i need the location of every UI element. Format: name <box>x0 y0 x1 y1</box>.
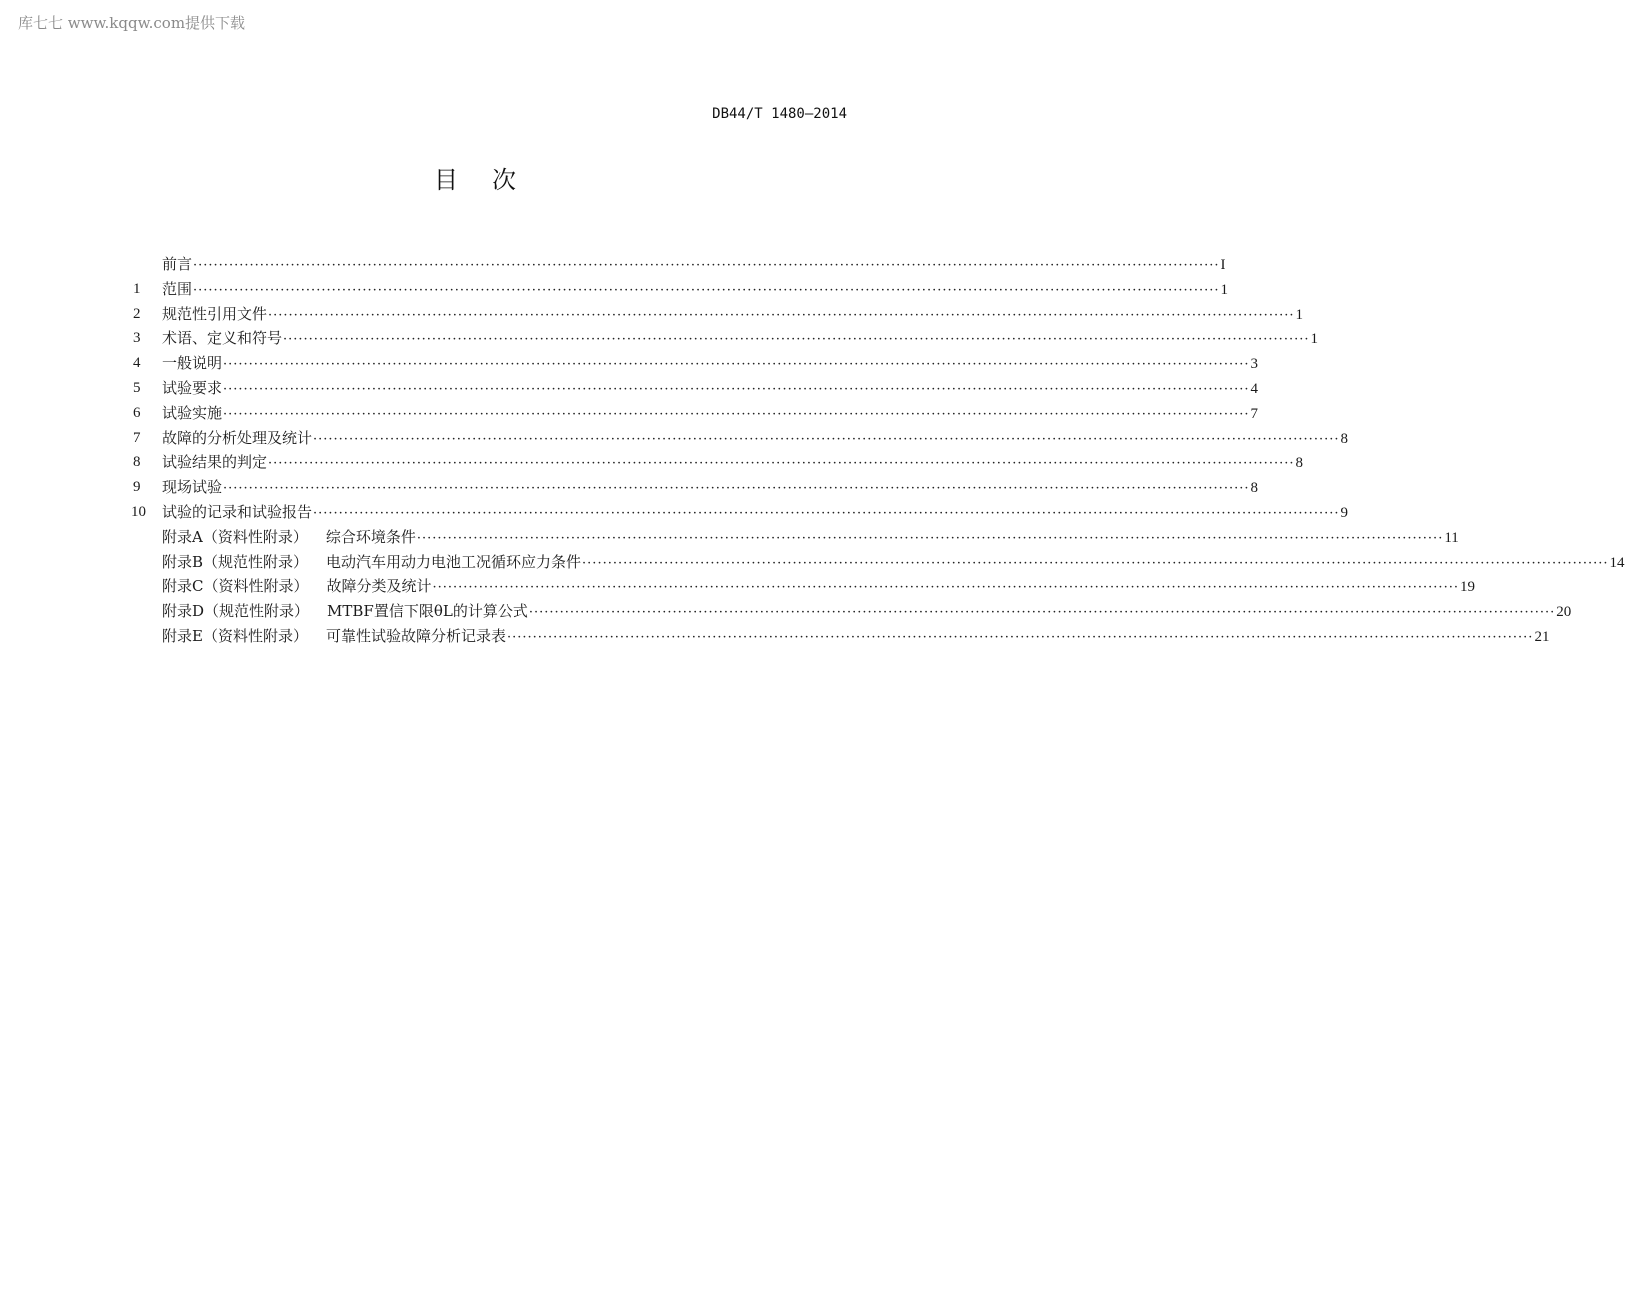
toc-label <box>162 574 432 599</box>
toc-leader-dots: ········································································································································································································ <box>193 282 1220 298</box>
toc-entry <box>162 550 1625 577</box>
toc-page-number: 20 <box>1556 604 1572 621</box>
toc-row[interactable] <box>133 326 1318 351</box>
toc-label-prefix: 现场试验 <box>162 478 223 497</box>
toc-entry <box>162 326 1318 353</box>
toc-row[interactable] <box>133 525 1459 550</box>
toc-label-prefix: 故障的分析处理及统计 <box>162 428 313 447</box>
toc-label-subtitle: MTBF置信下限θL的计算公式 <box>327 602 528 621</box>
toc-label <box>162 550 581 575</box>
toc-label-prefix: 附录B（规范性附录） <box>162 552 309 571</box>
toc-label <box>162 252 192 277</box>
toc-entry <box>162 277 1228 304</box>
page-title: 目次 <box>434 166 550 194</box>
toc-page-number: 11 <box>1444 529 1459 546</box>
toc-leader-dots: ········································································································································································································ <box>313 505 1340 521</box>
toc-label-prefix: 试验结果的判定 <box>162 453 268 472</box>
toc-entry <box>162 599 1572 626</box>
toc-label <box>162 277 192 302</box>
toc-label <box>162 351 222 376</box>
toc-entry <box>162 252 1226 279</box>
toc-leader-dots: ········································································································································································································ <box>313 431 1340 447</box>
toc-entry <box>162 475 1258 502</box>
toc-label-prefix: 附录A（资料性附录） <box>162 527 308 546</box>
toc-entry <box>162 302 1303 329</box>
toc-page-number: 1 <box>1295 306 1303 323</box>
toc-entry <box>162 500 1348 527</box>
toc-label <box>162 376 222 401</box>
toc-label <box>162 624 506 649</box>
toc-number: 2 <box>133 305 141 322</box>
toc-row[interactable] <box>133 550 1625 575</box>
table-of-contents <box>131 252 1625 649</box>
toc-number: 3 <box>133 330 141 347</box>
toc-leader-dots: ········································································································································································································ <box>193 258 1220 273</box>
toc-leader-dots: ········································································································································································································ <box>223 481 1250 497</box>
toc-entry <box>162 401 1258 428</box>
toc-row[interactable] <box>133 475 1258 500</box>
toc-row[interactable] <box>133 599 1572 624</box>
toc-label-prefix: 前言 <box>162 255 193 273</box>
toc-leader-dots: ········································································································································································································ <box>223 357 1250 373</box>
toc-label-subtitle: 综合环境条件 <box>325 527 416 546</box>
toc-entry <box>162 624 1550 651</box>
toc-label <box>162 426 312 451</box>
watermark-text: 库七七 www.kqqw.com提供下载 <box>18 14 246 32</box>
toc-entry <box>162 450 1303 477</box>
toc-row[interactable] <box>133 302 1303 327</box>
toc-leader-dots: ········································································································································································································ <box>223 406 1250 422</box>
toc-entry <box>162 574 1475 601</box>
toc-label-prefix: 术语、定义和符号 <box>162 329 283 348</box>
toc-label <box>162 326 282 351</box>
toc-page-number: 4 <box>1250 380 1258 397</box>
toc-entry <box>162 426 1348 453</box>
toc-number: 5 <box>133 379 141 396</box>
toc-row[interactable] <box>133 252 1226 277</box>
toc-label <box>162 599 528 624</box>
toc-label <box>162 525 416 550</box>
toc-page-number: 19 <box>1459 579 1475 596</box>
toc-label <box>162 475 222 500</box>
toc-label-prefix: 试验实施 <box>162 403 223 422</box>
toc-leader-dots: ········································································································································································································ <box>506 629 1534 645</box>
toc-leader-dots: ········································································································································································································ <box>528 605 1556 621</box>
toc-number: 8 <box>133 454 141 471</box>
toc-label-prefix: 范围 <box>162 279 193 298</box>
toc-label <box>162 401 222 426</box>
toc-row[interactable] <box>133 351 1258 376</box>
toc-label <box>162 302 267 327</box>
toc-page-number: 1 <box>1220 281 1228 298</box>
document-code: DB44/T 1480—2014 <box>712 106 847 122</box>
toc-label-prefix: 规范性引用文件 <box>162 304 268 323</box>
toc-label-prefix: 试验要求 <box>162 378 223 397</box>
toc-row[interactable] <box>131 500 1348 525</box>
toc-page-number: 3 <box>1250 356 1258 373</box>
toc-label-prefix: 一般说明 <box>162 354 223 373</box>
toc-label <box>162 450 267 475</box>
toc-number: 9 <box>133 479 141 496</box>
toc-row[interactable] <box>133 624 1550 649</box>
toc-page-number: 8 <box>1340 430 1348 447</box>
toc-number: 4 <box>133 355 141 372</box>
toc-label-subtitle: 可靠性试验故障分析记录表 <box>325 626 506 645</box>
toc-row[interactable] <box>133 376 1258 401</box>
toc-leader-dots: ········································································································································································································ <box>268 307 1295 323</box>
toc-page-number: 1 <box>1310 331 1318 348</box>
toc-row[interactable] <box>133 574 1475 599</box>
toc-page-number: 8 <box>1295 455 1303 472</box>
toc-row[interactable] <box>133 426 1348 451</box>
toc-label-prefix: 附录D（规范性附录） <box>162 602 310 621</box>
toc-number: 10 <box>131 503 146 520</box>
toc-page-number: I <box>1220 257 1226 273</box>
toc-page-number: 21 <box>1534 628 1550 645</box>
toc-page-number: 9 <box>1340 504 1348 521</box>
toc-label-subtitle: 故障分类及统计 <box>326 577 432 596</box>
toc-leader-dots: ········································································································································································································ <box>582 555 1609 571</box>
toc-page-number: 7 <box>1250 405 1258 422</box>
toc-entry <box>162 376 1258 403</box>
toc-label-prefix: 附录C（资料性附录） <box>162 577 309 596</box>
toc-leader-dots: ········································································································································································································ <box>432 580 1459 596</box>
toc-row[interactable] <box>133 450 1303 475</box>
toc-entry <box>162 525 1459 552</box>
toc-number: 1 <box>133 280 141 297</box>
toc-number: 7 <box>133 429 141 446</box>
toc-row[interactable] <box>133 277 1228 302</box>
toc-row[interactable] <box>133 401 1258 426</box>
toc-page-number: 8 <box>1250 480 1258 497</box>
toc-leader-dots: ········································································································································································································ <box>223 381 1250 397</box>
toc-label <box>162 500 312 525</box>
toc-leader-dots: ········································································································································································································ <box>283 332 1310 348</box>
toc-entry <box>162 351 1258 378</box>
toc-leader-dots: ········································································································································································································ <box>268 456 1295 472</box>
toc-leader-dots: ········································································································································································································ <box>416 530 1444 546</box>
toc-page-number: 14 <box>1609 554 1625 571</box>
toc-number: 6 <box>133 404 141 421</box>
toc-label-prefix: 试验的记录和试验报告 <box>162 502 313 521</box>
toc-label-subtitle: 电动汽车用动力电池工况循环应力条件 <box>326 552 582 571</box>
toc-label-prefix: 附录E（资料性附录） <box>162 626 308 645</box>
